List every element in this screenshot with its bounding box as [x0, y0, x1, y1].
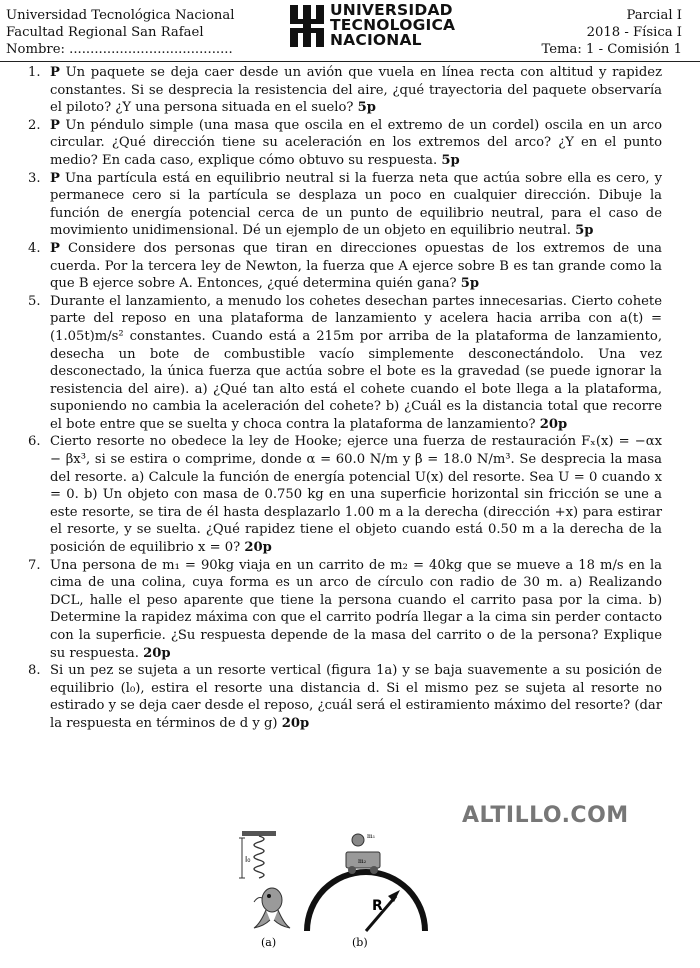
header-right — [541, 7, 682, 58]
person-icon — [352, 834, 364, 846]
exam-title: Parcial I — [626, 8, 682, 23]
question-number: 7. — [28, 557, 41, 573]
question-points: 20p — [143, 645, 171, 661]
question-3 — [0, 170, 662, 240]
figure-1a-spring-fish — [239, 831, 290, 949]
question-text: Un paquete se deja caer desde un avión que vuela en línea recta con altitud y rapidez constantes. Si se desprecia la resistencia del aire, ¿qué trayectoria del paquete observaría el piloto? ¿Y una persona situada en el suelo? — [50, 65, 662, 116]
question-points: 5p — [357, 100, 376, 116]
figure-1 — [228, 826, 428, 966]
fish-icon — [254, 888, 290, 928]
faculty-name: Facultad Regional San Rafael — [6, 25, 204, 40]
caption-a: (a) — [261, 936, 277, 949]
question-text: Considere dos personas que tiran en direcciones opuestas de los extremos de una cuerda. Por la tercera ley de Newton, la fuerza que A ejerce sobre B es tan grande como la que B ejerce sobre A. Entonces, ¿qué determina quién gana? — [50, 240, 662, 292]
question-1 — [0, 64, 662, 117]
question-number: 4. — [28, 240, 41, 256]
spring-coil — [254, 836, 264, 878]
spring-label-l0: l₀ — [245, 855, 251, 864]
logo-line-1: UNIVERSIDAD — [330, 1, 453, 19]
question-text: Cierto resorte no obedece la ley de Hooke; ejerce una fuerza de restauración Fₓ(x) = −αx − βx³, si se estira o comprime, donde α = 60.0 N/m y β = 18.0 N/m³. Se desprecia la masa del resorte. a) Calcule la función de energía potencial U(x) del resorte. Sea U = 0 cuando x = 0. b) Un objeto con masa de 0.750 kg en una superficie horizontal sin fricción se une a este resorte, se tira de él hasta desplazarlo 1.00 m a la derecha (dirección +x) para estirar el resorte, y se suelta. ¿Qué rapidez tiene el objeto cuando está 0.50 m a la derecha de la posición de equilibrio x = 0? — [50, 434, 662, 556]
student-name-field: Nombre: ....................................... — [6, 42, 233, 57]
exam-header — [0, 0, 700, 62]
question-points: 5p — [441, 152, 460, 168]
cart-icon — [346, 833, 380, 874]
question-text: Una persona de m₁ = 90kg viaja en un carrito de m₂ = 40kg que se mueve a 18 m/s en la cima de una colina, cuya forma es un arco de círculo con radio de 30 m. a) Realizando DCL, halle el peso aparente que tiene la persona cuando el carrito pasa por la cima. b) Determine la rapidez máxima con que el carrito podría llegar a la cima sin perder contacto con la superficie. ¿Su respuesta depende de la masa del carrito o de la persona? Explique su respuesta. — [50, 557, 662, 661]
header-divider — [0, 61, 700, 62]
university-name: Universidad Tecnológica Nacional — [6, 8, 235, 23]
question-6 — [0, 433, 662, 556]
mass-label-m2: m₂ — [358, 858, 367, 865]
logo-text — [330, 3, 455, 48]
header-left — [6, 7, 234, 58]
question-8 — [0, 662, 662, 732]
radius-label: R — [372, 898, 383, 914]
question-4 — [0, 240, 662, 293]
utn-logo — [288, 3, 478, 53]
year-subject: 2018 - Física I — [586, 25, 682, 40]
ceiling-support — [242, 831, 276, 836]
question-text: Un péndulo simple (una masa que oscila en el extremo de un cordel) oscila en un arco circular. ¿Qué dirección tiene su aceleración en los extremos del arco? ¿Y en el punto medio? En cada caso, explique cómo obtuvo su respuesta. — [50, 117, 662, 168]
caption-b: (b) — [352, 936, 368, 949]
question-list — [0, 64, 662, 733]
question-number: 2. — [28, 117, 41, 133]
tema-commission: Tema: 1 - Comisión 1 — [541, 42, 682, 57]
altillo-watermark: ALTILLO.COM — [462, 803, 629, 828]
question-points: 5p — [460, 276, 480, 292]
question-number: 1. — [28, 65, 41, 80]
question-text: Una partícula está en equilibrio neutral si la fuerza neta que actúa sobre ella es cero, y permanece cero si la partícula se desplaza un poco en cualquier dirección. Dibuje la función de energía potencial cerca de un punto de equilibrio neutral, para el caso de movimiento unidimensional. Dé un ejemplo de un objeto en equilibrio neutral. — [50, 170, 662, 239]
question-prefix: P — [50, 65, 60, 80]
question-prefix: P — [50, 170, 60, 186]
question-prefix: P — [50, 117, 60, 133]
question-number: 3. — [28, 170, 41, 186]
utn-logo-icon — [288, 3, 326, 49]
logo-line-3: NACIONAL — [330, 31, 422, 49]
question-2 — [0, 117, 662, 170]
question-text: Durante el lanzamiento, a menudo los cohetes desechan partes innecesarias. Cierto cohete parte del reposo en una plataforma de lanzamiento y acelera hacia arriba con a(t) = (1.05t)m/s² constantes. Cuando está a 215m por arriba de la plataforma de lanzamiento, desecha un bote de combustible vacío simplemente desconectándolo. Una vez desconectado, la única fuerza que actúa sobre el bote es la gravedad (se puede ignorar la resistencia del aire). a) ¿Qué tan alto está el cohete cuando el bote llega a la plataforma, suponiendo no cambia la aceleración del cohete? b) ¿Cuál es la distancia total que recorre el bote entre que se suelta y choca contra la plataforma de lanzamiento? — [50, 293, 662, 432]
mass-label-m1: m₁ — [367, 833, 376, 840]
question-5 — [0, 293, 662, 434]
figure-1b-cart-hill — [304, 833, 428, 949]
question-points: 20p — [281, 715, 310, 731]
question-points: 20p — [539, 416, 568, 432]
logo-line-2: TECNOLOGICA — [330, 16, 456, 34]
question-prefix: P — [50, 240, 60, 256]
question-number: 6. — [28, 434, 41, 450]
question-number: 5. — [28, 293, 41, 309]
question-7 — [0, 557, 662, 663]
question-points: 20p — [244, 540, 272, 556]
question-number: 8. — [28, 663, 41, 679]
question-points: 5p — [575, 223, 594, 239]
question-text: Si un pez se sujeta a un resorte vertical (figura 1a) y se baja suavemente a su posición de equilibrio (l₀), estira el resorte una distancia d. Si el mismo pez se sujeta al resorte no estirado y se deja caer desde el reposo, ¿cuál será el estiramiento máximo del resorte? (dar la respuesta en términos de d y g) — [50, 663, 662, 731]
